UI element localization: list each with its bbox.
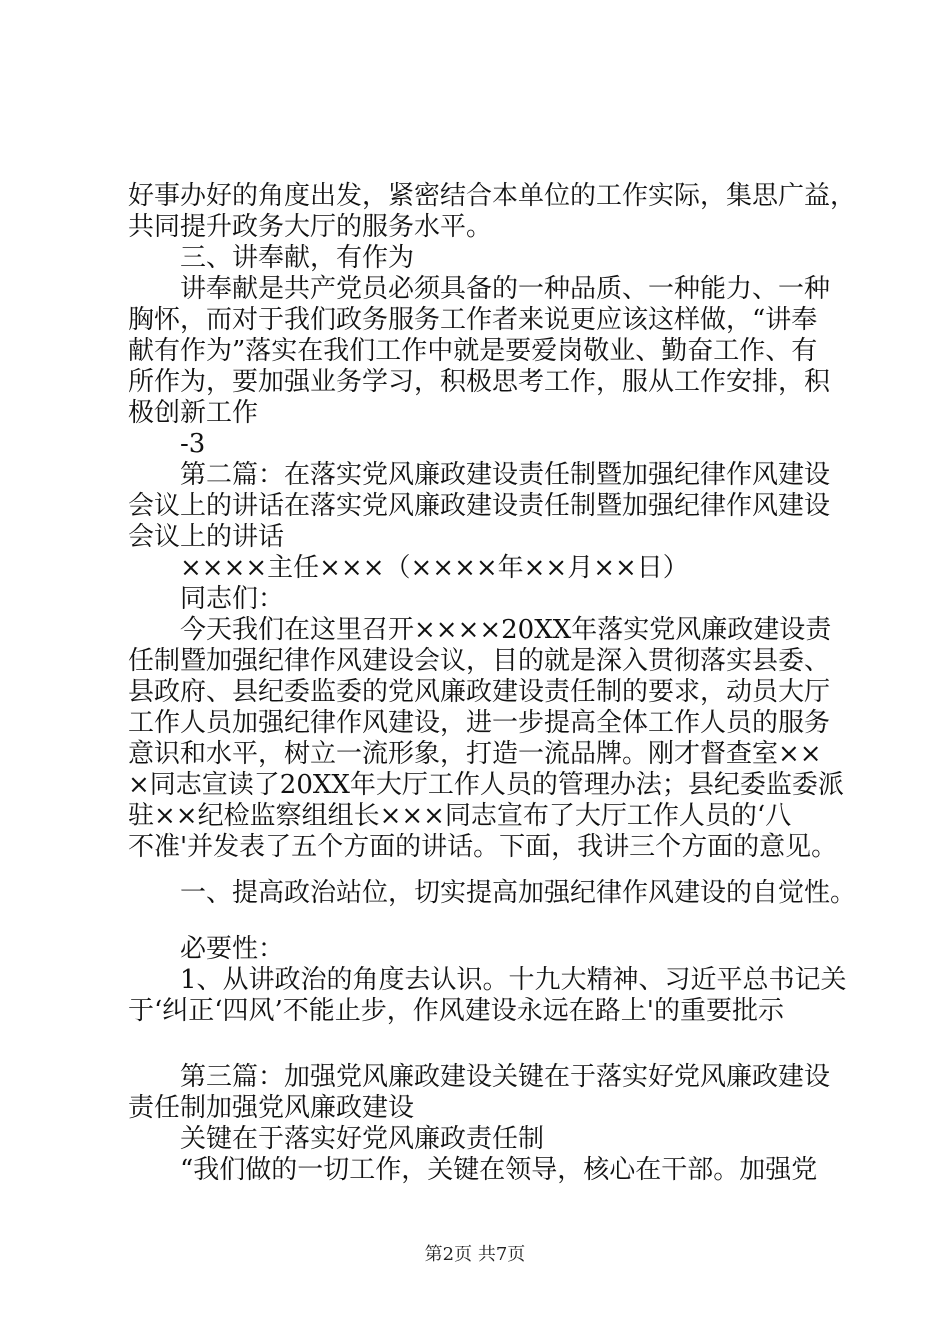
chapter-heading: 责任制加强党风廉政建设 bbox=[128, 1093, 415, 1123]
text-line: 任制暨加强纪律作风建设会议，目的就是深入贯彻落实县委、 bbox=[128, 646, 831, 676]
text-line: “我们做的一切工作，关键在领导，核心在干部。加强党 bbox=[180, 1155, 818, 1185]
chapter-heading: 第三篇：加强党风廉政建设关键在于落实好党风廉政建设 bbox=[180, 1062, 831, 1092]
text-line: ×同志宣读了20XX年大厅工作人员的管理办法；县纪委监委派 bbox=[128, 770, 844, 800]
text-line: 胸怀，而对于我们政务服务工作者来说更应该这样做，“讲奉 bbox=[128, 305, 818, 335]
text-line: 1、从讲政治的角度去认识。十九大精神、习近平总书记关 bbox=[180, 965, 847, 995]
text-line: 必要性： bbox=[180, 934, 285, 964]
text-line: 不准'并发表了五个方面的讲话。下面，我讲三个方面的意见。 bbox=[128, 832, 838, 862]
page-footer: 第2页 共7页 bbox=[424, 1244, 526, 1265]
salutation: 同志们： bbox=[180, 584, 285, 614]
text-line: 所作为，要加强业务学习，积极思考工作，服从工作安排，积 bbox=[128, 367, 831, 397]
text-line: 极创新工作 bbox=[128, 398, 259, 428]
text-line: 献有作为”落实在我们工作中就是要爱岗敬业、勤奋工作、有 bbox=[128, 336, 818, 366]
speaker-line: ××××主任×××（××××年××月××日） bbox=[180, 553, 689, 583]
text-line: 共同提升政务大厅的服务水平。 bbox=[128, 212, 493, 242]
chapter-heading: 会议上的讲话在落实党风廉政建设责任制暨加强纪律作风建设 bbox=[128, 491, 831, 521]
text-line: 意识和水平，树立一流形象，打造一流品牌。刚才督查室×× bbox=[128, 739, 822, 769]
text-line: 今天我们在这里召开××××20XX年落实党风廉政建设责 bbox=[180, 615, 832, 645]
text-line: 于‘纠正‘四风’不能止步，作风建设永远在路上'的重要批示 bbox=[128, 996, 784, 1026]
page-marker: -3 bbox=[180, 429, 206, 459]
text-line: 关键在于落实好党风廉政责任制 bbox=[180, 1124, 545, 1154]
chapter-heading: 第二篇：在落实党风廉政建设责任制暨加强纪律作风建设 bbox=[180, 460, 831, 490]
section-heading: 一、提高政治站位，切实提高加强纪律作风建设的自觉性。 bbox=[180, 878, 857, 908]
text-line: 县政府、县纪委监委的党风廉政建设责任制的要求，动员大厅 bbox=[128, 677, 831, 707]
chapter-heading: 会议上的讲话 bbox=[128, 522, 285, 552]
text-line: 讲奉献是共产党员必须具备的一种品质、一种能力、一种 bbox=[180, 274, 831, 304]
text-line: 工作人员加强纪律作风建设，进一步提高全体工作人员的服务 bbox=[128, 708, 831, 738]
text-line: 好事办好的角度出发，紧密结合本单位的工作实际，集思广益， bbox=[128, 181, 857, 211]
section-heading: 三、讲奉献，有作为 bbox=[180, 243, 415, 273]
text-line: 驻××纪检监察组组长×××同志宣布了大厅工作人员的‘八 bbox=[128, 801, 792, 831]
